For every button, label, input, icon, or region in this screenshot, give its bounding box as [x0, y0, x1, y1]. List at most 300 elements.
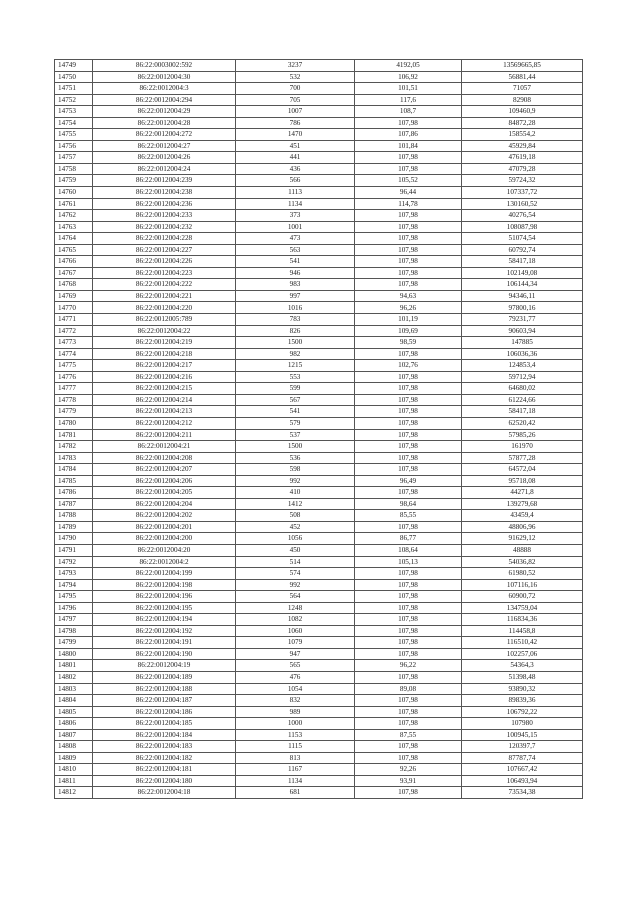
cadastral-number-cell: 86:22:0012004:238 — [93, 187, 236, 199]
row-number-cell: 14797 — [55, 614, 93, 626]
table-body — [55, 60, 583, 799]
specific-value-cell: 107,98 — [355, 210, 462, 222]
table-row — [55, 568, 583, 580]
row-number-cell: 14777 — [55, 383, 93, 395]
table-row — [55, 140, 583, 152]
specific-value-cell: 107,98 — [355, 417, 462, 429]
cadastral-value-table — [54, 59, 583, 799]
row-number-cell: 14764 — [55, 233, 93, 245]
specific-value-cell: 107,98 — [355, 279, 462, 291]
cadastral-value-cell: 89839,36 — [462, 695, 583, 707]
specific-value-cell: 4192,05 — [355, 60, 462, 72]
specific-value-cell: 107,98 — [355, 718, 462, 730]
cadastral-number-cell: 86:22:0012004:183 — [93, 741, 236, 753]
table-row — [55, 718, 583, 730]
row-number-cell: 14810 — [55, 764, 93, 776]
cadastral-number-cell: 86:22:0012004:21 — [93, 441, 236, 453]
area-cell: 1060 — [236, 625, 355, 637]
specific-value-cell: 96,49 — [355, 475, 462, 487]
area-cell: 436 — [236, 163, 355, 175]
cadastral-number-cell: 86:22:0012004:19 — [93, 660, 236, 672]
cadastral-number-cell: 86:22:0012004:29 — [93, 106, 236, 118]
table-row — [55, 417, 583, 429]
cadastral-number-cell: 86:22:0012004:215 — [93, 383, 236, 395]
specific-value-cell: 89,08 — [355, 683, 462, 695]
cadastral-value-cell: 161970 — [462, 441, 583, 453]
area-cell: 452 — [236, 521, 355, 533]
specific-value-cell: 107,98 — [355, 267, 462, 279]
cadastral-number-cell: 86:22:0012004:18 — [93, 787, 236, 799]
specific-value-cell: 107,98 — [355, 591, 462, 603]
specific-value-cell: 92,26 — [355, 764, 462, 776]
area-cell: 553 — [236, 371, 355, 383]
area-cell: 1079 — [236, 637, 355, 649]
cadastral-number-cell: 86:22:0012005:789 — [93, 314, 236, 326]
cadastral-number-cell: 86:22:0012004:2 — [93, 556, 236, 568]
area-cell: 1115 — [236, 741, 355, 753]
table-row — [55, 775, 583, 787]
area-cell: 1001 — [236, 221, 355, 233]
table-row — [55, 198, 583, 210]
specific-value-cell: 108,64 — [355, 544, 462, 556]
cadastral-value-cell: 93890,32 — [462, 683, 583, 695]
specific-value-cell: 107,98 — [355, 221, 462, 233]
row-number-cell: 14781 — [55, 429, 93, 441]
area-cell: 1016 — [236, 302, 355, 314]
cadastral-value-cell: 45929,84 — [462, 140, 583, 152]
row-number-cell: 14791 — [55, 544, 93, 556]
area-cell: 982 — [236, 348, 355, 360]
cadastral-value-cell: 116834,36 — [462, 614, 583, 626]
specific-value-cell: 107,98 — [355, 637, 462, 649]
area-cell: 541 — [236, 406, 355, 418]
table-row — [55, 175, 583, 187]
area-cell: 1054 — [236, 683, 355, 695]
table-row — [55, 510, 583, 522]
table-row — [55, 625, 583, 637]
specific-value-cell: 107,98 — [355, 152, 462, 164]
cadastral-number-cell: 86:22:0012004:213 — [93, 406, 236, 418]
specific-value-cell: 107,98 — [355, 452, 462, 464]
row-number-cell: 14798 — [55, 625, 93, 637]
cadastral-number-cell: 86:22:0012004:202 — [93, 510, 236, 522]
cadastral-value-cell: 59712,94 — [462, 371, 583, 383]
row-number-cell: 14772 — [55, 325, 93, 337]
cadastral-value-cell: 56881,44 — [462, 71, 583, 83]
table-row — [55, 152, 583, 164]
table-row — [55, 544, 583, 556]
specific-value-cell: 107,98 — [355, 741, 462, 753]
cadastral-number-cell: 86:22:0012004:195 — [93, 602, 236, 614]
cadastral-value-cell: 60792,74 — [462, 244, 583, 256]
area-cell: 373 — [236, 210, 355, 222]
specific-value-cell: 96,26 — [355, 302, 462, 314]
cadastral-value-cell: 134759,04 — [462, 602, 583, 614]
row-number-cell: 14796 — [55, 602, 93, 614]
area-cell: 1167 — [236, 764, 355, 776]
cadastral-number-cell: 86:22:0012004:180 — [93, 775, 236, 787]
table-row — [55, 487, 583, 499]
row-number-cell: 14769 — [55, 290, 93, 302]
cadastral-number-cell: 86:22:0012004:196 — [93, 591, 236, 603]
cadastral-value-cell: 48888 — [462, 544, 583, 556]
cadastral-value-cell: 106493,94 — [462, 775, 583, 787]
row-number-cell: 14811 — [55, 775, 93, 787]
cadastral-value-cell: 107667,42 — [462, 764, 583, 776]
cadastral-value-cell: 107116,16 — [462, 579, 583, 591]
area-cell: 983 — [236, 279, 355, 291]
row-number-cell: 14782 — [55, 441, 93, 453]
area-cell: 476 — [236, 671, 355, 683]
cadastral-number-cell: 86:22:0012004:190 — [93, 648, 236, 660]
cadastral-number-cell: 86:22:0003002:592 — [93, 60, 236, 72]
specific-value-cell: 107,98 — [355, 163, 462, 175]
cadastral-value-cell: 59724,32 — [462, 175, 583, 187]
cadastral-number-cell: 86:22:0012004:184 — [93, 729, 236, 741]
specific-value-cell: 105,52 — [355, 175, 462, 187]
row-number-cell: 14790 — [55, 533, 93, 545]
cadastral-number-cell: 86:22:0012004:218 — [93, 348, 236, 360]
cadastral-number-cell: 86:22:0012004:294 — [93, 94, 236, 106]
cadastral-number-cell: 86:22:0012004:3 — [93, 83, 236, 95]
row-number-cell: 14787 — [55, 498, 93, 510]
table-row — [55, 187, 583, 199]
area-cell: 992 — [236, 579, 355, 591]
cadastral-number-cell: 86:22:0012004:24 — [93, 163, 236, 175]
cadastral-value-cell: 43459,4 — [462, 510, 583, 522]
cadastral-value-cell: 87787,74 — [462, 752, 583, 764]
area-cell: 532 — [236, 71, 355, 83]
table-row — [55, 117, 583, 129]
cadastral-number-cell: 86:22:0012004:206 — [93, 475, 236, 487]
specific-value-cell: 107,98 — [355, 487, 462, 499]
cadastral-value-cell: 109460,9 — [462, 106, 583, 118]
table-row — [55, 210, 583, 222]
cadastral-value-cell: 106792,22 — [462, 706, 583, 718]
row-number-cell: 14757 — [55, 152, 93, 164]
row-number-cell: 14801 — [55, 660, 93, 672]
row-number-cell: 14768 — [55, 279, 93, 291]
row-number-cell: 14753 — [55, 106, 93, 118]
cadastral-value-cell: 102257,06 — [462, 648, 583, 660]
table-row — [55, 290, 583, 302]
cadastral-value-cell: 64680,02 — [462, 383, 583, 395]
row-number-cell: 14795 — [55, 591, 93, 603]
table-row — [55, 94, 583, 106]
specific-value-cell: 86,77 — [355, 533, 462, 545]
cadastral-value-cell: 114458,8 — [462, 625, 583, 637]
cadastral-value-cell: 130160,52 — [462, 198, 583, 210]
row-number-cell: 14792 — [55, 556, 93, 568]
table-row — [55, 279, 583, 291]
cadastral-value-cell: 106036,36 — [462, 348, 583, 360]
cadastral-number-cell: 86:22:0012004:182 — [93, 752, 236, 764]
table-row — [55, 591, 583, 603]
area-cell: 1470 — [236, 129, 355, 141]
specific-value-cell: 107,98 — [355, 348, 462, 360]
cadastral-value-cell: 44271,8 — [462, 487, 583, 499]
area-cell: 1056 — [236, 533, 355, 545]
specific-value-cell: 107,98 — [355, 233, 462, 245]
table-row — [55, 383, 583, 395]
row-number-cell: 14780 — [55, 417, 93, 429]
cadastral-number-cell: 86:22:0012004:186 — [93, 706, 236, 718]
cadastral-value-cell: 108087,98 — [462, 221, 583, 233]
specific-value-cell: 107,98 — [355, 648, 462, 660]
table-row — [55, 244, 583, 256]
specific-value-cell: 108,7 — [355, 106, 462, 118]
specific-value-cell: 107,98 — [355, 441, 462, 453]
table-row — [55, 406, 583, 418]
row-number-cell: 14800 — [55, 648, 93, 660]
area-cell: 563 — [236, 244, 355, 256]
area-cell: 410 — [236, 487, 355, 499]
specific-value-cell: 106,92 — [355, 71, 462, 83]
cadastral-value-cell: 51074,54 — [462, 233, 583, 245]
row-number-cell: 14788 — [55, 510, 93, 522]
cadastral-value-cell: 94346,11 — [462, 290, 583, 302]
specific-value-cell: 107,98 — [355, 579, 462, 591]
row-number-cell: 14767 — [55, 267, 93, 279]
row-number-cell: 14807 — [55, 729, 93, 741]
cadastral-number-cell: 86:22:0012004:222 — [93, 279, 236, 291]
specific-value-cell: 107,98 — [355, 625, 462, 637]
specific-value-cell: 107,98 — [355, 568, 462, 580]
table-row — [55, 233, 583, 245]
cadastral-value-cell: 58417,18 — [462, 406, 583, 418]
cadastral-value-cell: 54364,3 — [462, 660, 583, 672]
cadastral-value-cell: 58417,18 — [462, 256, 583, 268]
table-row — [55, 614, 583, 626]
table-row — [55, 106, 583, 118]
specific-value-cell: 93,91 — [355, 775, 462, 787]
cadastral-number-cell: 86:22:0012004:26 — [93, 152, 236, 164]
specific-value-cell: 107,98 — [355, 406, 462, 418]
area-cell: 1000 — [236, 718, 355, 730]
row-number-cell: 14805 — [55, 706, 93, 718]
table-row — [55, 256, 583, 268]
cadastral-number-cell: 86:22:0012004:191 — [93, 637, 236, 649]
cadastral-number-cell: 86:22:0012004:236 — [93, 198, 236, 210]
cadastral-value-cell: 139279,68 — [462, 498, 583, 510]
row-number-cell: 14776 — [55, 371, 93, 383]
table-row — [55, 683, 583, 695]
table-row — [55, 314, 583, 326]
area-cell: 832 — [236, 695, 355, 707]
table-row — [55, 83, 583, 95]
cadastral-value-cell: 47619,18 — [462, 152, 583, 164]
area-cell: 705 — [236, 94, 355, 106]
table-row — [55, 464, 583, 476]
cadastral-value-cell: 120397,7 — [462, 741, 583, 753]
cadastral-value-cell: 62520,42 — [462, 417, 583, 429]
table-row — [55, 267, 583, 279]
cadastral-value-cell: 13569665,85 — [462, 60, 583, 72]
specific-value-cell: 107,98 — [355, 371, 462, 383]
row-number-cell: 14765 — [55, 244, 93, 256]
table-row — [55, 71, 583, 83]
row-number-cell: 14774 — [55, 348, 93, 360]
area-cell: 997 — [236, 290, 355, 302]
table-row — [55, 764, 583, 776]
cadastral-value-cell: 61224,66 — [462, 394, 583, 406]
specific-value-cell: 109,69 — [355, 325, 462, 337]
area-cell: 681 — [236, 787, 355, 799]
table-row — [55, 521, 583, 533]
specific-value-cell: 105,13 — [355, 556, 462, 568]
row-number-cell: 14751 — [55, 83, 93, 95]
table-row — [55, 348, 583, 360]
cadastral-value-cell: 48806,96 — [462, 521, 583, 533]
cadastral-value-cell: 73534,38 — [462, 787, 583, 799]
cadastral-number-cell: 86:22:0012004:208 — [93, 452, 236, 464]
specific-value-cell: 107,98 — [355, 695, 462, 707]
table-row — [55, 302, 583, 314]
row-number-cell: 14783 — [55, 452, 93, 464]
specific-value-cell: 107,98 — [355, 117, 462, 129]
cadastral-number-cell: 86:22:0012004:192 — [93, 625, 236, 637]
area-cell: 536 — [236, 452, 355, 464]
cadastral-number-cell: 86:22:0012004:221 — [93, 290, 236, 302]
cadastral-value-cell: 91629,12 — [462, 533, 583, 545]
row-number-cell: 14770 — [55, 302, 93, 314]
area-cell: 574 — [236, 568, 355, 580]
cadastral-number-cell: 86:22:0012004:188 — [93, 683, 236, 695]
cadastral-number-cell: 86:22:0012004:189 — [93, 671, 236, 683]
area-cell: 946 — [236, 267, 355, 279]
area-cell: 1113 — [236, 187, 355, 199]
area-cell: 473 — [236, 233, 355, 245]
table-row — [55, 556, 583, 568]
cadastral-value-cell: 107337,72 — [462, 187, 583, 199]
cadastral-number-cell: 86:22:0012004:200 — [93, 533, 236, 545]
specific-value-cell: 117,6 — [355, 94, 462, 106]
table-row — [55, 602, 583, 614]
row-number-cell: 14789 — [55, 521, 93, 533]
table-row — [55, 695, 583, 707]
row-number-cell: 14763 — [55, 221, 93, 233]
area-cell: 441 — [236, 152, 355, 164]
specific-value-cell: 107,98 — [355, 429, 462, 441]
cadastral-number-cell: 86:22:0012004:207 — [93, 464, 236, 476]
specific-value-cell: 107,98 — [355, 787, 462, 799]
table-row — [55, 752, 583, 764]
area-cell: 783 — [236, 314, 355, 326]
specific-value-cell: 107,98 — [355, 464, 462, 476]
specific-value-cell: 101,51 — [355, 83, 462, 95]
row-number-cell: 14793 — [55, 568, 93, 580]
row-number-cell: 14804 — [55, 695, 93, 707]
table-row — [55, 163, 583, 175]
area-cell: 537 — [236, 429, 355, 441]
table-row — [55, 498, 583, 510]
cadastral-value-cell: 51398,48 — [462, 671, 583, 683]
specific-value-cell: 107,98 — [355, 383, 462, 395]
cadastral-value-cell: 64572,04 — [462, 464, 583, 476]
row-number-cell: 14760 — [55, 187, 93, 199]
cadastral-value-cell: 147885 — [462, 337, 583, 349]
area-cell: 1500 — [236, 441, 355, 453]
cadastral-value-cell: 82908 — [462, 94, 583, 106]
area-cell: 992 — [236, 475, 355, 487]
cadastral-number-cell: 86:22:0012004:185 — [93, 718, 236, 730]
specific-value-cell: 102,76 — [355, 360, 462, 372]
area-cell: 450 — [236, 544, 355, 556]
row-number-cell: 14755 — [55, 129, 93, 141]
area-cell: 598 — [236, 464, 355, 476]
cadastral-value-cell: 97800,16 — [462, 302, 583, 314]
cadastral-value-cell: 106144,34 — [462, 279, 583, 291]
specific-value-cell: 107,86 — [355, 129, 462, 141]
row-number-cell: 14758 — [55, 163, 93, 175]
table-row — [55, 452, 583, 464]
cadastral-number-cell: 86:22:0012004:214 — [93, 394, 236, 406]
table-row — [55, 637, 583, 649]
area-cell: 565 — [236, 660, 355, 672]
row-number-cell: 14775 — [55, 360, 93, 372]
cadastral-number-cell: 86:22:0012004:28 — [93, 117, 236, 129]
document-page — [54, 59, 582, 799]
table-row — [55, 729, 583, 741]
area-cell: 508 — [236, 510, 355, 522]
specific-value-cell: 98,64 — [355, 498, 462, 510]
table-row — [55, 579, 583, 591]
specific-value-cell: 87,55 — [355, 729, 462, 741]
specific-value-cell: 107,98 — [355, 602, 462, 614]
cadastral-number-cell: 86:22:0012004:216 — [93, 371, 236, 383]
area-cell: 1153 — [236, 729, 355, 741]
table-row — [55, 394, 583, 406]
cadastral-number-cell: 86:22:0012004:205 — [93, 487, 236, 499]
row-number-cell: 14778 — [55, 394, 93, 406]
table-row — [55, 660, 583, 672]
cadastral-number-cell: 86:22:0012004:272 — [93, 129, 236, 141]
cadastral-value-cell: 102149,08 — [462, 267, 583, 279]
specific-value-cell: 107,98 — [355, 521, 462, 533]
area-cell: 813 — [236, 752, 355, 764]
row-number-cell: 14812 — [55, 787, 93, 799]
cadastral-number-cell: 86:22:0012004:20 — [93, 544, 236, 556]
cadastral-value-cell: 71057 — [462, 83, 583, 95]
area-cell: 1248 — [236, 602, 355, 614]
table-row — [55, 441, 583, 453]
cadastral-value-cell: 84872,28 — [462, 117, 583, 129]
table-row — [55, 671, 583, 683]
table-row — [55, 648, 583, 660]
cadastral-number-cell: 86:22:0012004:194 — [93, 614, 236, 626]
table-row — [55, 741, 583, 753]
cadastral-number-cell: 86:22:0012004:228 — [93, 233, 236, 245]
row-number-cell: 14756 — [55, 140, 93, 152]
row-number-cell: 14752 — [55, 94, 93, 106]
table-row — [55, 60, 583, 72]
area-cell: 1134 — [236, 775, 355, 787]
row-number-cell: 14762 — [55, 210, 93, 222]
area-cell: 451 — [236, 140, 355, 152]
row-number-cell: 14802 — [55, 671, 93, 683]
cadastral-value-cell: 61980,52 — [462, 568, 583, 580]
cadastral-value-cell: 124853,4 — [462, 360, 583, 372]
specific-value-cell: 107,98 — [355, 394, 462, 406]
cadastral-value-cell: 47079,28 — [462, 163, 583, 175]
area-cell: 564 — [236, 591, 355, 603]
row-number-cell: 14754 — [55, 117, 93, 129]
cadastral-number-cell: 86:22:0012004:181 — [93, 764, 236, 776]
area-cell: 1007 — [236, 106, 355, 118]
specific-value-cell: 96,22 — [355, 660, 462, 672]
specific-value-cell: 107,98 — [355, 706, 462, 718]
area-cell: 1082 — [236, 614, 355, 626]
